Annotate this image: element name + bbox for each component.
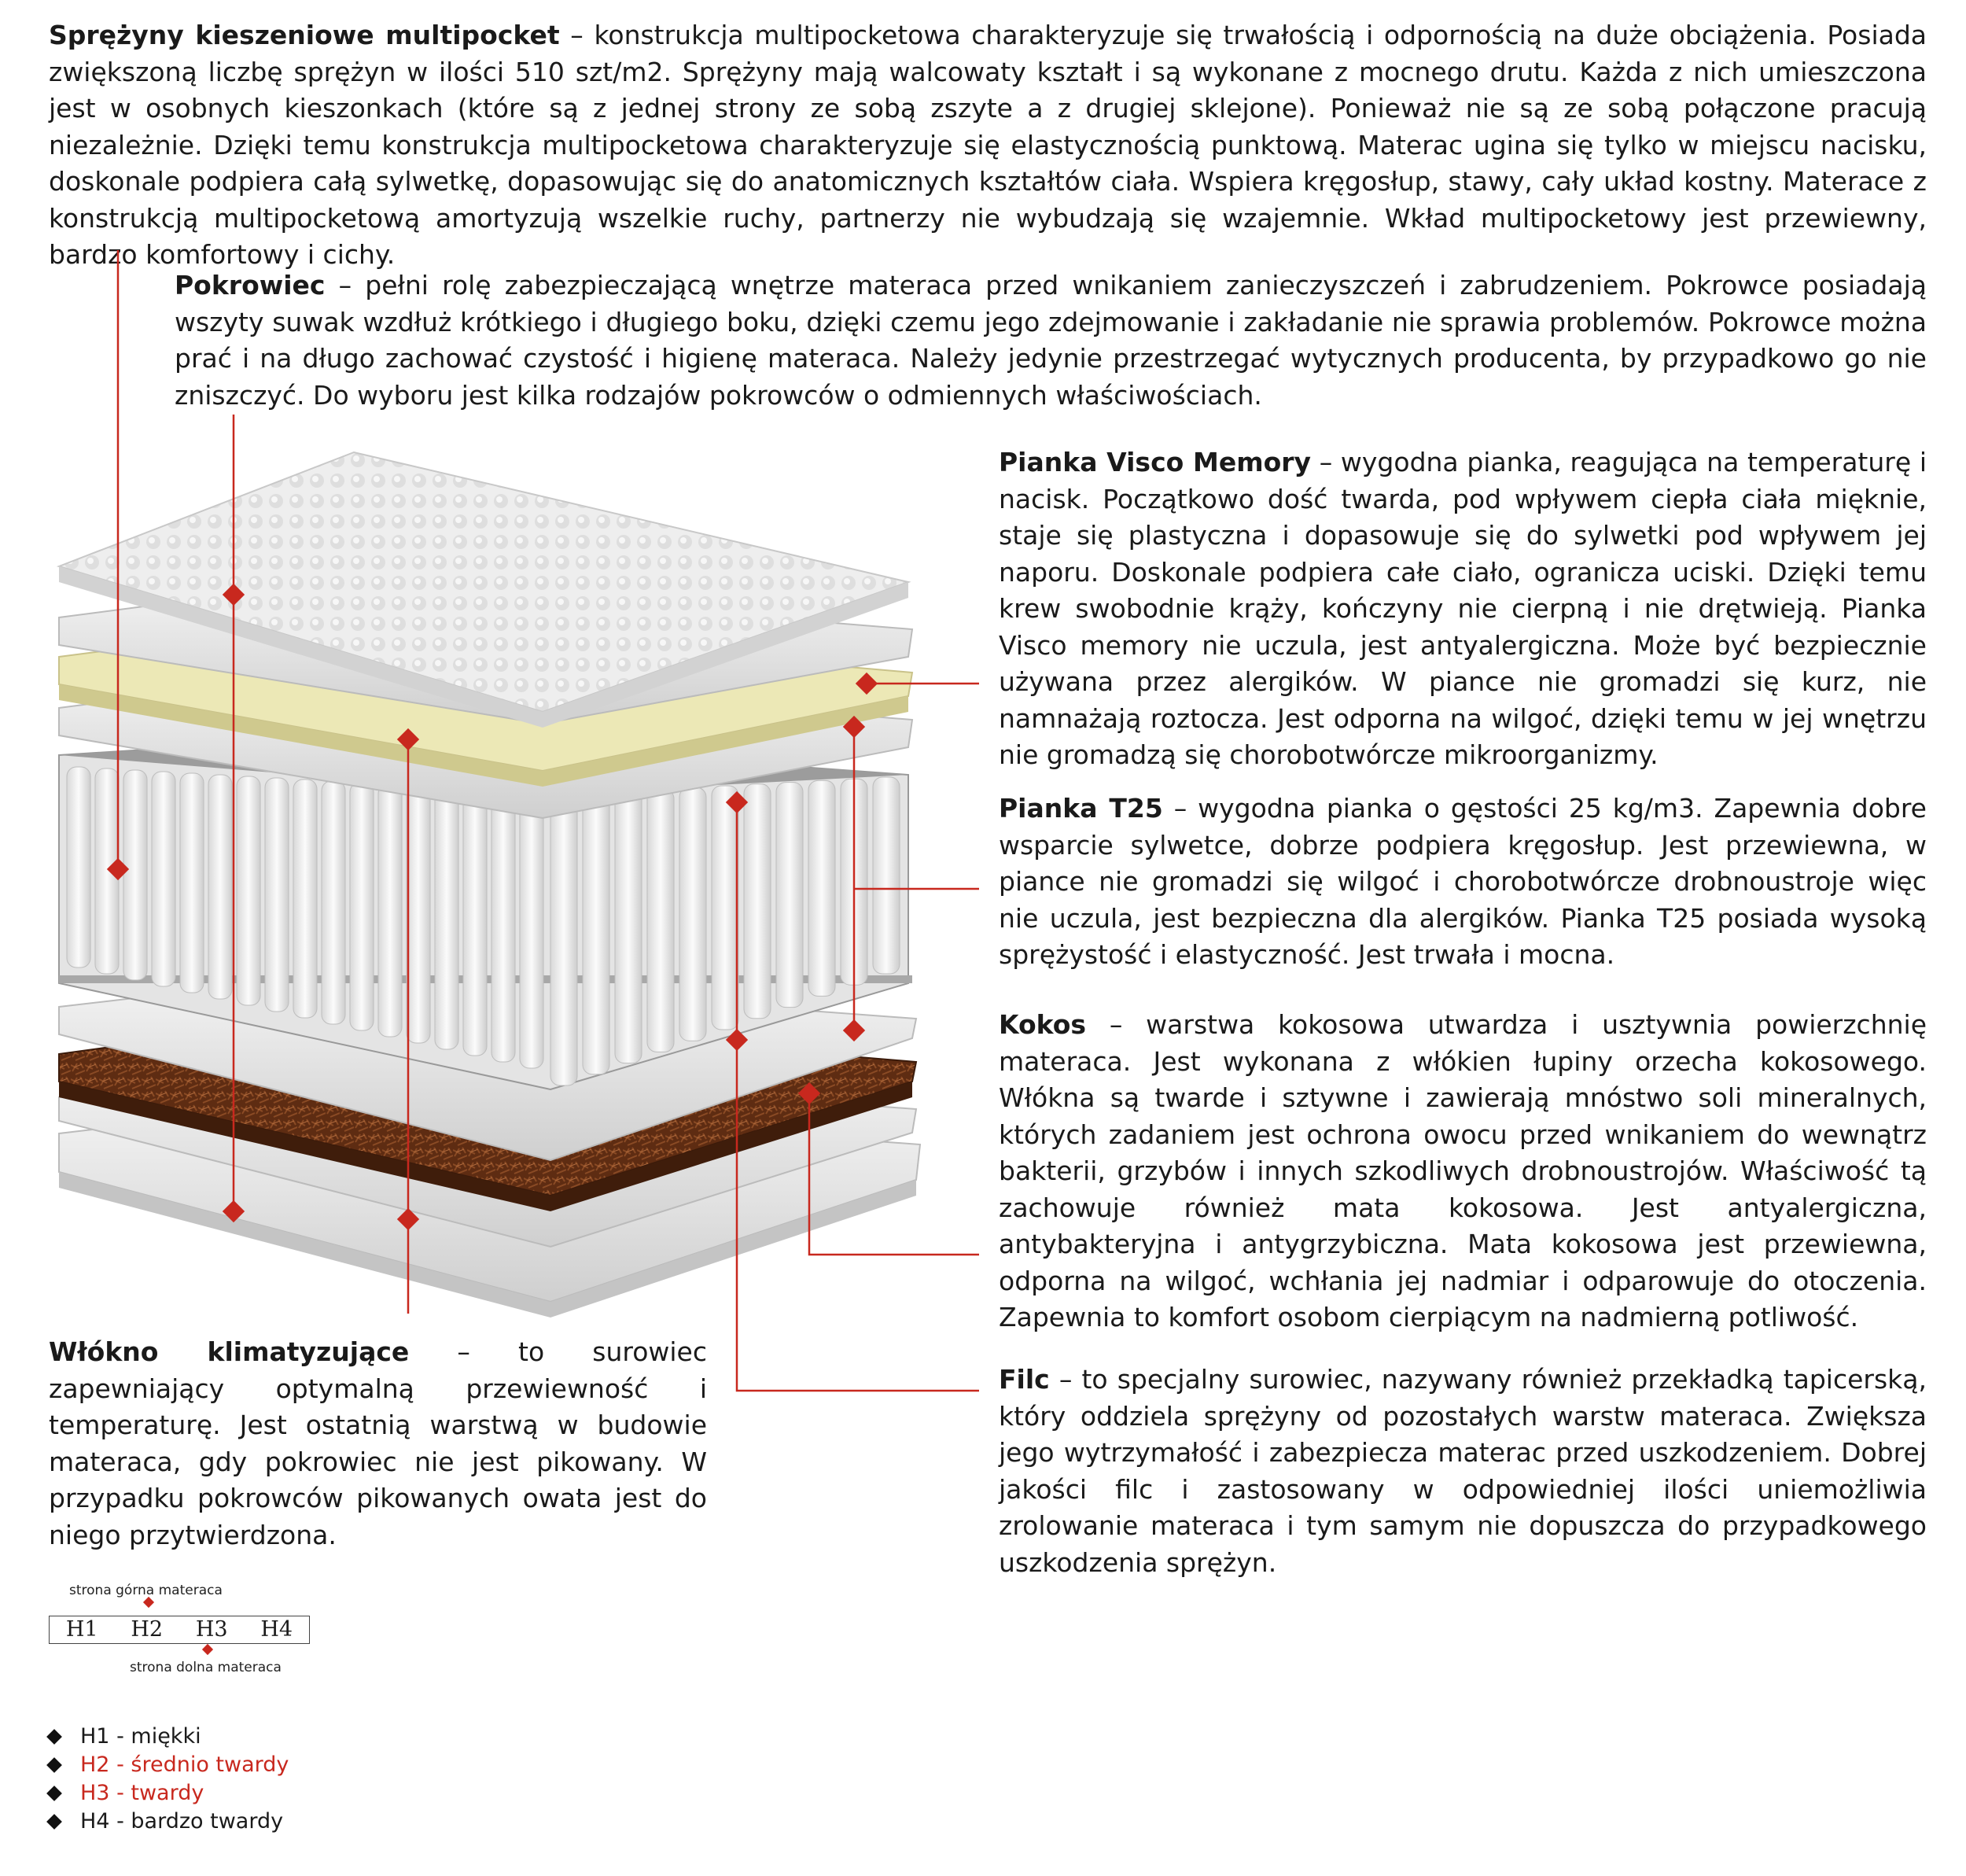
hardness-h2: H2: [131, 1617, 164, 1642]
springs-text: – konstrukcja multipocketowa charakteryzuje się trwałością i odpornością na duże obciążenia. Posiada zwiększoną liczbę sprężyn w ilości 510 szt/m2. Sprężyny mają walcowaty kształt i są wykonane z mocnego drutu. Każda z nich umieszczona jest w osobnych kieszonkach (które są z jednej strony ze sobą zszyte a z drugiej sklejone). Ponieważ nie są ze sobą połączone pracują niezależnie. Dzięki temu konstrukcja multipocketowa charakteryzuje się elastycznością punktową. Materac ugina się tylko w miejscu nacisku, doskonale podpiera całą sylwetkę, dopasowując się do anatomicznych kształtów ciała. Wspiera kręgosłup, stawy, cały układ kostny. Materace z konstrukcją multipocketową amortyzują wszelkie ruchy, partnerzy nie wybudzają się wzajemnie. Wkład multipocketowy jest przewiewny, bardzo komfortowy i cichy.: [49, 20, 1927, 270]
kokos-title: Kokos: [999, 1009, 1087, 1040]
kokos-text: – warstwa kokosowa utwardza i usztywnia powierzchnię materaca. Jest wykonana z włókien łupiny orzecha kokosowego. Włókna są twarde i sztywne i zawierają mnóstwo soli mineralnych, których zadaniem jest ochrona owocu przed wnikaniem do wewnątrz bakterii, grzybów i innych szkodliwych drobnoustrojów. Właściwość tą zachowuje również mata kokosowa. Jest antyalergiczna, antybakteryjna i antygrzybiczna. Mata kokosowa jest przewiewna, odporna na wilgoć, wchłania jej nadmiar i odparowuje do otoczenia. Zapewnia to komfort osobom cierpiącym na nadmierną potliwość.: [999, 1009, 1927, 1332]
spring-pocket: [808, 780, 835, 996]
spring-pocket: [463, 789, 487, 1056]
spring-pocket: [265, 778, 289, 1012]
spring-pocket: [550, 794, 577, 1085]
fibre-text: – to surowiec zapewniający optymalną przewiewność i temperaturę. Jest ostatnią warstwą w budowie materaca, gdy pokrowiec nie jest pikowany. W przypadku pokrowców pikowanych owata jest do niego przytwierdzona.: [49, 1336, 707, 1550]
cover-title: Pokrowiec: [175, 270, 326, 300]
legend-item: H4 - bardzo twardy: [49, 1808, 289, 1836]
legend-item: H1 - miękki: [49, 1723, 289, 1751]
spring-pocket: [378, 784, 402, 1037]
diamond-icon: [46, 1814, 62, 1830]
spring-pocket: [407, 786, 430, 1043]
hardness-h1: H1: [65, 1617, 98, 1642]
hardness-top-marker: [143, 1597, 154, 1608]
spring-pocket: [237, 776, 260, 1005]
fibre-title: Włókno klimatyzujące: [49, 1336, 410, 1367]
springs-title: Sprężyny kieszeniowe multipocket: [49, 20, 560, 50]
spring-pocket: [712, 786, 738, 1030]
hardness-h3: H3: [195, 1617, 228, 1642]
spring-pocket: [208, 775, 232, 999]
felt-text: – to specjalny surowiec, nazywany również przekładką tapicerską, który oddziela sprężyny od pozostałych warstw materaca. Zwiększa jego wytrzymałość i zabezpiecza materac przed uszkodzeniem. Dobrej jakości filc i zastosowany w odpowiedniej ilości uniemożliwia zrolowanie materaca i tym samym nie dopuszcza do przypadkowego uszkodzenia sprężyn.: [999, 1364, 1927, 1578]
spring-pocket: [492, 791, 515, 1062]
legend-item: H3 - twardy: [49, 1779, 289, 1808]
hardness-legend: [49, 1723, 289, 1836]
spring-pocket: [583, 793, 609, 1074]
t25-title: Pianka T25: [999, 793, 1163, 824]
spring-pocket: [744, 784, 771, 1019]
hardness-top-label: strona górna materaca: [69, 1583, 223, 1598]
spring-pocket: [435, 787, 458, 1049]
legend-item: H2 - średnio twardy: [49, 1751, 289, 1779]
spring-pocket: [679, 787, 706, 1041]
hardness-scale: [49, 1616, 310, 1644]
spring-pocket: [67, 767, 90, 967]
spring-pocket: [647, 789, 674, 1052]
hardness-bottom-label: strona dolna materaca: [130, 1660, 282, 1675]
spring-pocket: [123, 770, 147, 980]
spring-pocket: [776, 783, 803, 1008]
visco-text: – wygodna pianka, reagująca na temperaturę i nacisk. Początkowo dość twarda, pod wpływem ciepła ciała mięknie, staje się plastyczna i dopasowuje się do sylwetki pod wpływem jej naporu. Doskonale podpiera całe ciało, ogranicza uciski. Dzięki temu krew swobodnie krąży, kończyny nie cierpną i nie drętwieją. Pianka Visco memory nie uczula, jest antyalergiczna. Może być bezpiecznie używana przez alergików. W piance nie gromadzi się kurz, nie namnażają roztocza. Jest odporna na wilgoć, dzięki temu w jej wnętrzu nie gromadzą się chorobotwórcze mikroorganizmy.: [999, 447, 1927, 770]
spring-pocket: [322, 781, 345, 1024]
spring-pocket: [350, 783, 374, 1030]
visco-title: Pianka Visco Memory: [999, 447, 1312, 477]
hardness-h4: H4: [260, 1617, 293, 1642]
diamond-icon: [46, 1757, 62, 1773]
diamond-icon: [46, 1729, 62, 1745]
spring-pocket: [873, 777, 900, 974]
spring-pocket: [152, 772, 175, 986]
felt-title: Filc: [999, 1364, 1050, 1395]
diamond-icon: [46, 1786, 62, 1801]
t25-text: – wygodna pianka o gęstości 25 kg/m3. Zapewnia dobre wsparcie sylwetce, dobrze podpiera kręgosłup. Jest przewiewna, w piance nie gromadzi się wilgoć i chorobotwórcze drobnoustroje więc nie uczula, jest bezpieczna dla alergików. Pianka T25 posiada wysoką sprężystość i elastyczność. Jest trwała i mocna.: [999, 793, 1927, 970]
spring-pocket: [615, 791, 642, 1063]
spring-pocket: [180, 773, 204, 993]
cover-text: – pełni rolę zabezpieczającą wnętrze materaca przed wnikaniem zanieczyszczeń i zabrudzeniem. Pokrowce posiadają wszyty suwak wzdłuż krótkiego i długiego boku, dzięki czemu jego zdejmowanie i zakładanie nie sprawia problemów. Pokrowce można prać i na długo zachować czystość i higienę materaca. Należy jedynie przestrzegać wytycznych producenta, by przypadkowo go nie zniszczyć. Do wyboru jest kilka rodzajów pokrowców o odmiennych właściwościach.: [175, 270, 1927, 411]
hardness-bottom-marker: [202, 1644, 213, 1655]
spring-pocket: [520, 792, 543, 1068]
spring-pocket: [293, 780, 317, 1018]
